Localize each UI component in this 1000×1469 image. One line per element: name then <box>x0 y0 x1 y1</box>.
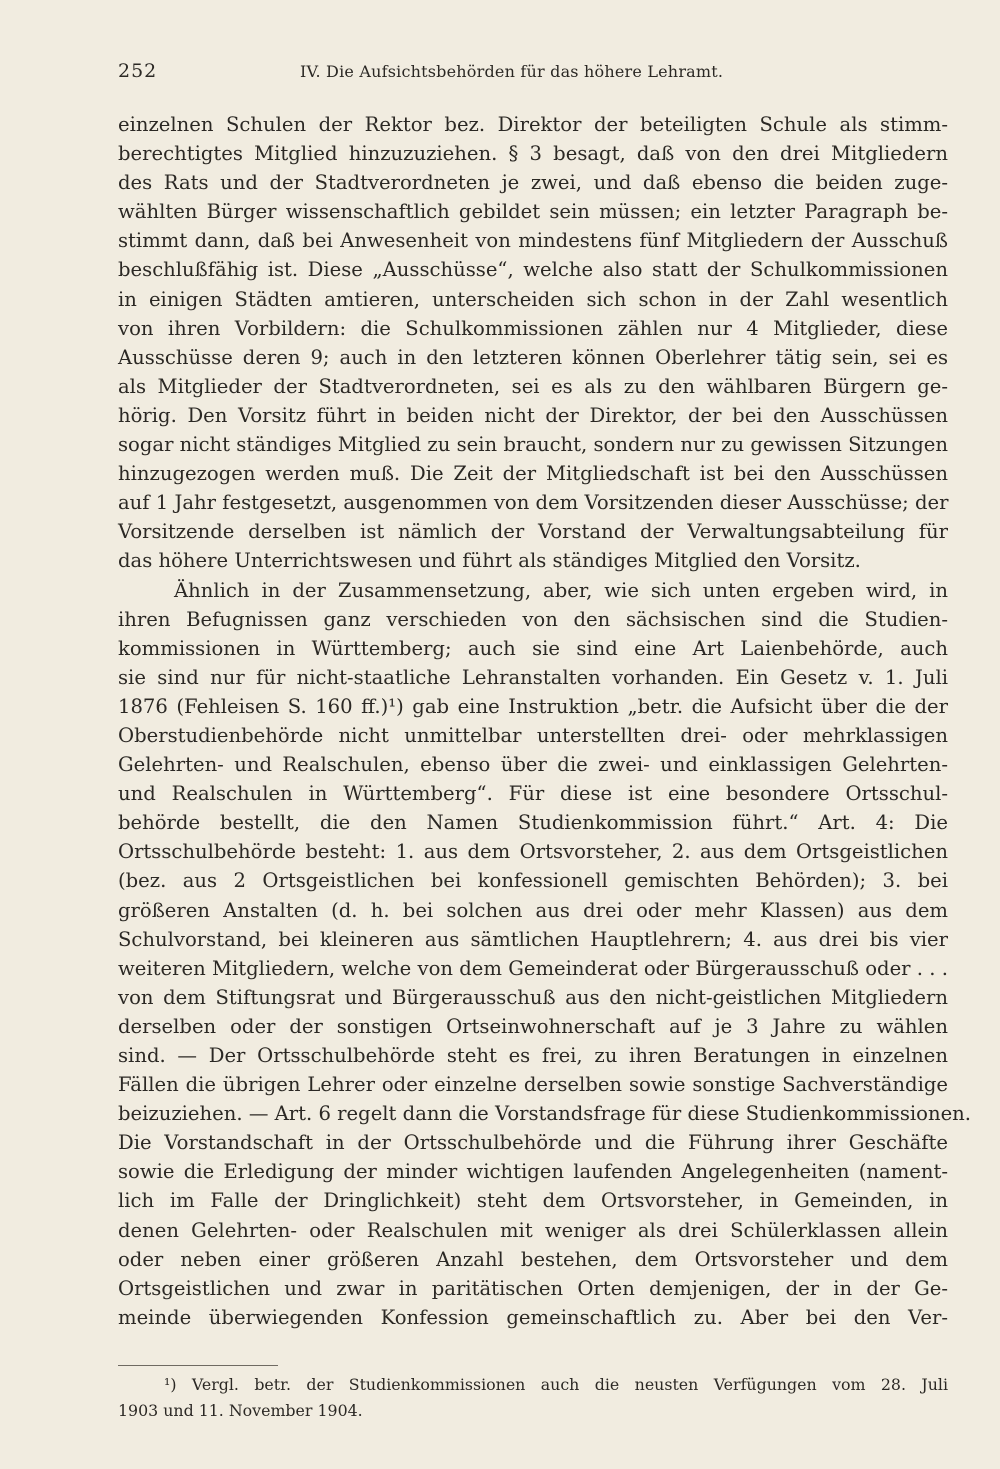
text-line: Die Vorstandschaft in der Ortsschulbehörde und die Führung ihrer Geschäfte <box>118 1131 948 1155</box>
text-line: wählten Bürger wissenschaftlich gebildet sein müssen; ein letzter Paragraph be- <box>118 200 948 224</box>
text-line: von dem Stiftungsrat und Bürgerausschuß aus den nicht-geistlichen Mitgliedern <box>118 985 948 1009</box>
text-line: hinzugezogen werden muß. Die Zeit der Mitgliedschaft ist bei den Ausschüssen <box>118 462 948 486</box>
text-line: lich im Falle der Dringlichkeit) steht dem Ortsvorsteher, in Gemeinden, in <box>118 1189 948 1213</box>
footnotes <box>118 1372 948 1424</box>
text-line: kommissionen in Württemberg; auch sie sind eine Art Laienbehörde, auch <box>118 636 948 660</box>
text-line: auf 1 Jahr festgesetzt, ausgenommen von dem Vorsitzenden dieser Ausschüsse; der <box>118 491 949 515</box>
text-line: denen Gelehrten- oder Realschulen mit weniger als drei Schülerklassen allein <box>118 1218 948 1242</box>
text-line: (bez. aus 2 Ortsgeistlichen bei konfessionell gemischten Behörden); 3. bei <box>118 869 948 893</box>
footnote-line: 1903 und 11. November 1904. <box>118 1401 363 1420</box>
text-line: Oberstudienbehörde nicht unmittelbar unterstellten drei- oder mehrklassigen <box>118 723 948 747</box>
text-line: Vorsitzende derselben ist nämlich der Vorstand der Verwaltungsabteilung für <box>118 520 948 544</box>
text-line: sind. — Der Ortsschulbehörde steht es frei, zu ihren Beratungen in einzelnen <box>118 1044 948 1067</box>
text-line: des Rats und der Stadtverordneten je zwei, und daß ebenso die beiden zuge- <box>118 171 948 195</box>
running-head: IV. Die Aufsichtsbehörden für das höhere Lehramt. <box>300 62 724 81</box>
text-line: Gelehrten- und Realschulen, ebenso über die zwei- und einklassigen Gelehrten- <box>118 753 948 777</box>
text-line: von ihren Vorbildern: die Schulkommissionen zählen nur 4 Mitglieder, diese <box>118 316 948 340</box>
text-line: behörde bestellt, die den Namen Studienkommission führt.“ Art. 4: Die <box>118 811 948 835</box>
text-line: sowie die Erledigung der minder wichtigen laufenden Angelegenheiten (nament- <box>118 1160 948 1184</box>
text-line: sie sind nur für nicht-staatliche Lehranstalten vorhanden. Ein Gesetz v. 1. Juli <box>118 665 948 689</box>
text-line: einzelnen Schulen der Rektor bez. Direktor der beteiligten Schule als stimm- <box>118 113 948 136</box>
text-line: stimmt dann, daß bei Anwesenheit von mindestens fünf Mitgliedern der Ausschuß <box>118 229 948 253</box>
text-line: 1876 (Fehleisen S. 160 ff.)¹) gab eine Instruktion „betr. die Aufsicht über die der <box>118 694 948 718</box>
text-line: als Mitglieder der Stadtverordneten, sei es als zu den wählbaren Bürgern ge- <box>118 374 948 398</box>
footnote-rule <box>118 1365 278 1366</box>
page-number: 252 <box>118 60 158 82</box>
text-line: ihren Befugnissen ganz verschieden von den sächsischen sind die Studien- <box>118 607 948 631</box>
text-line: Schulvorstand, bei kleineren aus sämtlichen Hauptlehrern; 4. aus drei bis vier <box>118 927 948 951</box>
text-line: größeren Anstalten (d. h. bei solchen aus drei oder mehr Klassen) aus dem <box>118 898 948 922</box>
text-line: Ortsgeistlichen und zwar in paritätischen Orten demjenigen, der in der Ge- <box>118 1276 948 1300</box>
text-line: das höhere Unterrichtswesen und führt als ständiges Mitglied den Vorsitz. <box>118 549 861 573</box>
text-line: Ähnlich in der Zusammensetzung, aber, wie sich unten ergeben wird, in <box>174 578 948 602</box>
footnote-line: ¹) Vergl. betr. der Studienkommissionen auch die neusten Verfügungen vom 28. Juli <box>164 1375 948 1394</box>
text-line: oder neben einer größeren Anzahl bestehen, dem Ortsvorsteher und dem <box>118 1247 948 1271</box>
text-line: sogar nicht ständiges Mitglied zu sein braucht, sondern nur zu gewissen Sitzungen <box>118 433 948 457</box>
text-line: Ausschüsse deren 9; auch in den letzteren können Oberlehrer tätig sein, sei es <box>118 345 948 369</box>
page-header <box>118 60 948 90</box>
text-line: derselben oder der sonstigen Ortseinwohnerschaft auf je 3 Jahre zu wählen <box>118 1014 948 1038</box>
text-line: in einigen Städten amtieren, unterscheiden sich schon in der Zahl wesentlich <box>118 287 948 311</box>
text-line: beschlußfähig ist. Diese „Ausschüsse“, welche also statt der Schulkommissionen <box>118 258 948 282</box>
text-line: Ortsschulbehörde besteht: 1. aus dem Ortsvorsteher, 2. aus dem Ortsgeistlichen <box>118 840 948 864</box>
text-line: berechtigtes Mitglied hinzuzuziehen. § 3 besagt, daß von den drei Mitgliedern <box>118 142 948 166</box>
text-line: weiteren Mitgliedern, welche von dem Gemeinderat oder Bürgerausschuß oder . . . <box>118 956 948 980</box>
body-text <box>118 110 972 1332</box>
text-line: beizuziehen. — Art. 6 regelt dann die Vorstandsfrage für diese Studienkommissionen. <box>118 1102 972 1126</box>
text-line: und Realschulen in Württemberg“. Für diese ist eine besondere Ortsschul- <box>118 782 948 806</box>
text-line: Fällen die übrigen Lehrer oder einzelne derselben sowie sonstige Sachverständige <box>118 1073 948 1097</box>
text-line: meinde überwiegenden Konfession gemeinschaftlich zu. Aber bei den Ver- <box>118 1305 948 1329</box>
text-line: hörig. Den Vorsitz führt in beiden nicht der Direktor, der bei den Ausschüssen <box>118 403 948 427</box>
